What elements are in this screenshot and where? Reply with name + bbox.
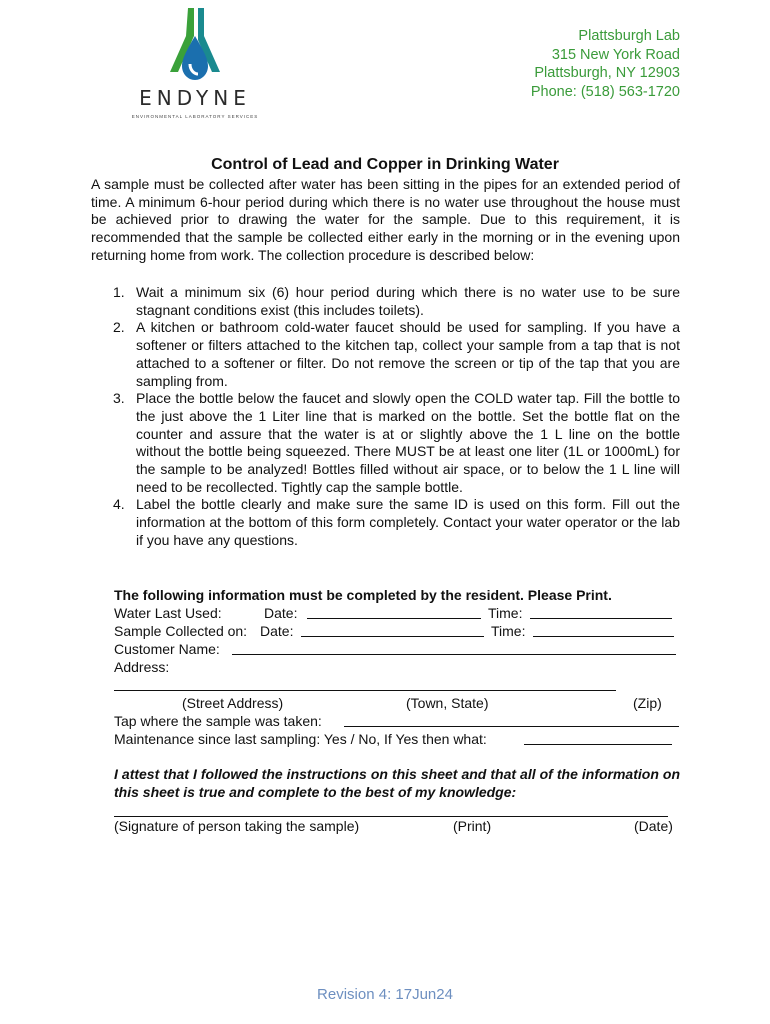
brand-tagline: ENVIRONMENTAL LABORATORY SERVICES — [131, 114, 259, 119]
sample-collected-label: Sample Collected on: — [114, 623, 248, 639]
address-label: Address: — [114, 659, 170, 675]
form-heading: The following information must be completed by the resident. Please Print. — [114, 587, 612, 603]
revision-footer: Revision 4: 17Jun24 — [317, 986, 453, 1003]
signature-field[interactable] — [114, 816, 668, 817]
tap-label: Tap where the sample was taken: — [114, 713, 322, 729]
brand-name: ENDYNE — [139, 86, 251, 110]
water-last-used-row — [114, 604, 680, 622]
signature-labels — [114, 818, 680, 838]
intro-paragraph: A sample must be collected after water has been sitting in the pipes for an extended period of time. A minimum 6-hour period during which there is no water use throughout the house must be achieved prior to drawing the water for the sample. Due to this requirement, it is recommended that the sample be collected either early in the morning or in the evening upon returning home from work. The collection procedure is described below: — [91, 176, 680, 263]
water-last-used-date-field[interactable] — [307, 604, 481, 619]
address-field[interactable] — [114, 676, 616, 691]
endyne-logo — [118, 6, 272, 120]
date-label: Date: — [260, 623, 294, 639]
attestation-text: I attest that I followed the instructions on this sheet and that all of the information on this sheet is true and complete to the best of my knowledge: — [114, 766, 680, 800]
print-label: (Print) — [453, 818, 492, 834]
procedure-step — [91, 319, 680, 390]
maintenance-row — [114, 730, 680, 748]
sample-collected-time-field[interactable] — [533, 622, 674, 637]
street-address-label: (Street Address) — [182, 695, 284, 711]
procedure-step — [91, 496, 680, 549]
lab-address — [531, 27, 680, 101]
sample-collected-row — [114, 622, 680, 640]
sample-collected-date-field[interactable] — [301, 622, 484, 637]
address-row — [114, 658, 680, 676]
signature-label: (Signature of person taking the sample) — [114, 818, 360, 834]
procedure-step — [91, 284, 680, 319]
page-title: Control of Lead and Copper in Drinking Water — [211, 156, 559, 173]
water-last-used-time-field[interactable] — [530, 604, 672, 619]
address-labels-row — [114, 694, 680, 712]
step-number: 3. — [113, 390, 125, 407]
lab-name: Plattsburgh Lab — [578, 28, 680, 44]
step-number: 4. — [113, 496, 125, 513]
address-line-row — [114, 676, 680, 694]
customer-name-label: Customer Name: — [114, 641, 220, 657]
step-number: 2. — [113, 319, 125, 336]
step-text: Label the bottle clearly and make sure the same ID is used on this form. Fill out the information at the bottom of this form completely. Contact your water operator or the lab if you have any questions. — [136, 496, 680, 548]
tap-row — [114, 712, 680, 730]
date-label: Date: — [264, 605, 298, 621]
time-label: Time: — [491, 623, 526, 639]
zip-label: (Zip) — [633, 695, 662, 711]
customer-name-row — [114, 640, 680, 658]
step-text: Place the bottle below the faucet and slowly open the COLD water tap. Fill the bottle to the just above the 1 Liter line that is marked on the bottle. Set the bottle flat on the counter and assure that the water is at or slightly above the 1 L line on the bottle without the bottle being squeezed. There MUST be at least one liter (1L or 1000mL) for the sample to be analyzed! Bottles filled without air space, or to below the 1 L line will need to be recollected. Tightly cap the sample bottle. — [136, 390, 680, 495]
water-last-used-label: Water Last Used: — [114, 605, 222, 621]
flask-drop-logo-icon — [164, 6, 226, 84]
procedure-step — [91, 390, 680, 496]
maintenance-label: Maintenance since last sampling: Yes / No, If Yes then what: — [114, 731, 487, 747]
lab-street: 315 New York Road — [551, 46, 680, 63]
date-label: (Date) — [634, 818, 673, 834]
time-label: Time: — [488, 605, 523, 621]
customer-name-field[interactable] — [232, 640, 676, 655]
maintenance-field[interactable] — [524, 730, 672, 745]
resident-form — [114, 586, 680, 748]
lab-city: Plattsburgh, NY 12903 — [534, 65, 680, 81]
lab-phone: Phone: (518) 563-1720 — [530, 83, 680, 100]
step-text: Wait a minimum six (6) hour period during which there is no water use to be sure stagnant conditions exist (this includes toilets). — [136, 284, 680, 318]
step-number: 1. — [113, 284, 125, 300]
step-text: A kitchen or bathroom cold-water faucet should be used for sampling. If you have a softener or filters attached to the kitchen tap, collect your sample from a tap that is not attached to a softener or filter. Do not remove the screen or tip of the tap that you are sampling from. — [136, 319, 680, 389]
tap-field[interactable] — [344, 712, 679, 727]
town-state-label: (Town, State) — [406, 695, 489, 711]
procedure-list — [91, 284, 680, 550]
